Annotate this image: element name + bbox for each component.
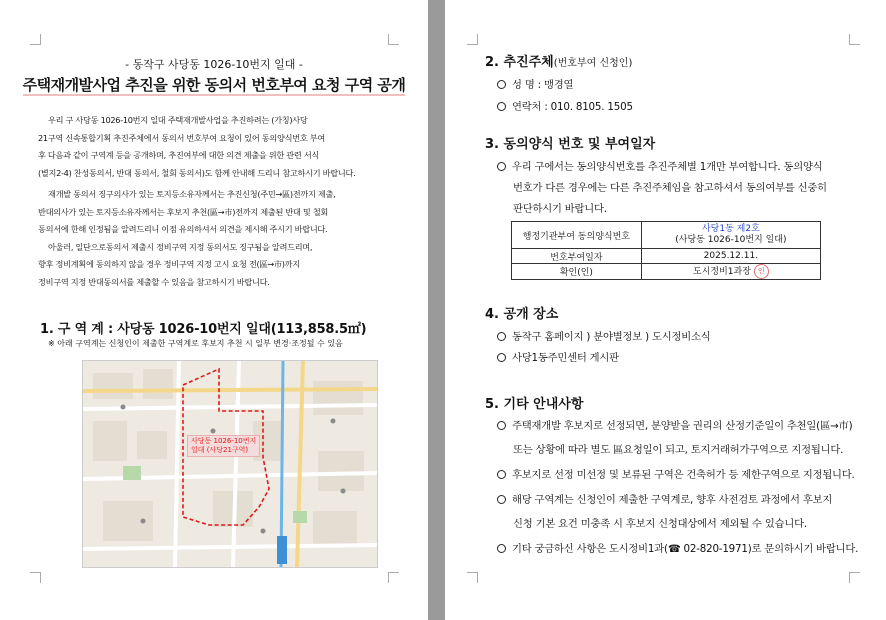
- section-4-title: 4. 공개 장소: [485, 307, 559, 322]
- table-cell: 행정기관부여 동의양식번호: [512, 222, 642, 249]
- crop-mark: [467, 34, 478, 45]
- table-row: [512, 222, 821, 249]
- notice-item-1: 주택재개발 후보지로 선정되면, 분양받을 권리의 산정기준일이 추천일(區→市): [497, 417, 852, 432]
- applicant-phone: 연락처 : 010. 8105. 1505: [497, 98, 633, 113]
- map-area-label: 사당동 1026-10번지 일대 (사당21구역): [187, 435, 260, 457]
- official-seal-stamp: 인: [754, 264, 769, 279]
- crop-mark: [388, 34, 399, 45]
- notice-item-4: 기타 궁금하신 사항은 도시정비1과(☎ 02-820-1971)로 문의하시기 바랍니다.: [497, 540, 858, 555]
- document-subtitle: - 동작구 사당동 1026-10번지 일대 -: [125, 58, 303, 71]
- bullet-circle-icon: [497, 332, 506, 341]
- consent-form-note: 우리 구에서는 동의양식번호를 추진주체별 1개만 부여합니다. 동의양식: [497, 158, 823, 173]
- crop-mark: [388, 572, 399, 583]
- crop-mark: [30, 34, 41, 45]
- bullet-circle-icon: [497, 353, 506, 362]
- section-3-title: 3. 동의양식 번호 및 부여일자: [485, 137, 656, 152]
- district-boundary-map: [82, 360, 378, 568]
- applicant-name: 성 명 : 맹경열: [497, 76, 573, 91]
- consent-form-note-cont: 판단하시기 바랍니다.: [513, 203, 607, 215]
- bullet-circle-icon: [497, 421, 506, 430]
- crop-mark: [467, 572, 478, 583]
- table-cell: 사당1동 제2호 (사당동 1026-10번지 일대): [641, 222, 820, 249]
- table-cell: 확인(인): [512, 264, 642, 280]
- bullet-circle-icon: [497, 544, 506, 553]
- section-1-title: 1. 구 역 계 : 사당동 1026-10번지 일대(113,858.5㎡): [40, 322, 367, 337]
- map-graphic: [83, 361, 377, 567]
- table-row: [512, 249, 821, 264]
- bullet-circle-icon: [497, 102, 506, 111]
- section-1-note: ※ 아래 구역계는 신청인이 제출한 구역계로 후보지 추천 시 일부 변경·조정될 수 있음: [48, 339, 343, 348]
- posting-place-2: 사당1동주민센터 게시판: [497, 349, 619, 364]
- posting-place-1: 동작구 홈페이지 ) 분야별정보 ) 도시정비소식: [497, 328, 710, 343]
- bullet-circle-icon: [497, 80, 506, 89]
- document-page-1: [0, 0, 428, 620]
- table-row: [512, 264, 821, 280]
- consent-form-note-cont: 번호가 다른 경우에는 다른 추진주체임을 참고하셔서 동의여부를 신중히: [513, 182, 827, 194]
- table-cell: 번호부여일자: [512, 249, 642, 264]
- table-cell: 2025.12.11.: [641, 249, 820, 264]
- notice-item-2: 후보지로 선정 미선정 및 보류된 구역은 건축허가 등 제한구역으로 지정됩니다.: [497, 466, 855, 481]
- section-5-title: 5. 기타 안내사항: [485, 397, 584, 412]
- bullet-circle-icon: [497, 470, 506, 479]
- document-title: 주택재개발사업 추진을 위한 동의서 번호부여 요청 구역 공개: [22, 76, 406, 94]
- crop-mark: [849, 572, 860, 583]
- crop-mark: [30, 572, 41, 583]
- notice-item-3: 해당 구역계는 신청인이 제출한 구역계로, 향후 사전검토 과정에서 후보지: [497, 491, 832, 506]
- intro-paragraph: 우리 구 사당동 1026-10번지 일대 주택재개발사업을 추진하려는 (가칭)사당 21구역 신속통합기획 추진주체에서 동의서 번호부여 요청이 있어 동의양식번호 부여 후 다음과 같이 구역계 등을 공개하며, 추진여부에 대한 의견 제출을 위한 관련 서식 (별지2-4) 찬성동의서, 반대 동의서, 철회 동의서)도 함께 안내해 드리니 참고하시기 바랍니다.: [38, 115, 356, 178]
- notice-item-3-cont: 신청 기본 요건 미충족 시 후보지 신청대상에서 제외될 수 있습니다.: [513, 518, 807, 530]
- crop-mark: [849, 34, 860, 45]
- table-cell: 도시정비1과장 인: [641, 264, 820, 280]
- form-number-table: [511, 221, 821, 280]
- notice-paragraph: 재개발 동의서 징구의사가 있는 토지등소유자께서는 추진신청(주민→區)전까지 제출, 반대의사가 있는 토지등소유자께서는 후보지 추천(區→市)전까지 제출된 반대 및 철회 동의서에 한해 인정됨을 알려드리니 이점 유의하셔서 의견을 제시해 주시기 바랍니다. 아울러, 일단으로동의서 제출시 정비구역 지정 동의서도 징구됨을 알려드리며, 향후 정비계획에 동의하지 않을 경우 정비구역 지정 고시 요청 전(區→市)까지 정비구역 지정 반대동의서를 제출할 수 있음을 참고하시기 바랍니다.: [38, 189, 336, 287]
- bullet-circle-icon: [497, 495, 506, 504]
- bullet-circle-icon: [497, 162, 506, 171]
- notice-item-1-cont: 또는 상황에 따라 별도 區요청일이 되고, 토지거래허가구역으로 지정됩니다.: [513, 444, 844, 456]
- section-2-title: 2. 추진주체(번호부여 신청인): [485, 55, 633, 70]
- document-page-2: [445, 0, 886, 620]
